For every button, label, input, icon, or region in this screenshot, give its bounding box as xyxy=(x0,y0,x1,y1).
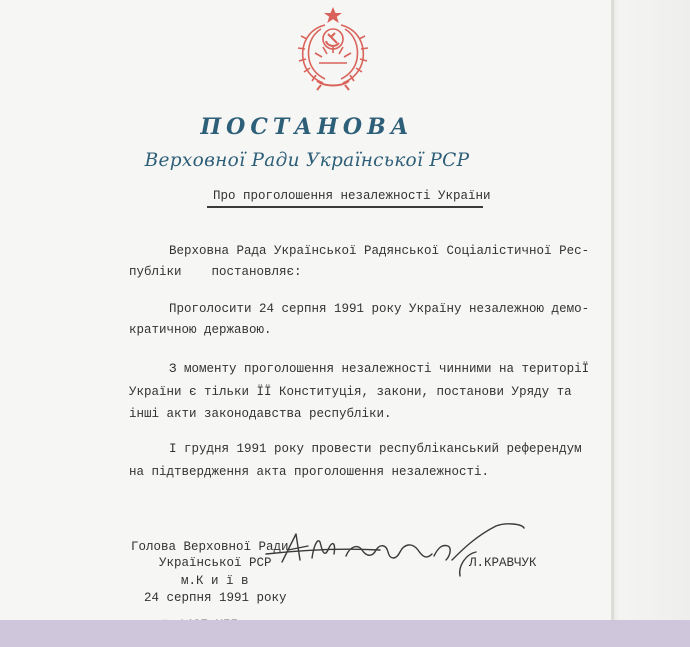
document-subtitle: Верховної Ради Української РСР xyxy=(144,150,470,171)
paragraph-1-line-1: Верховна Рада Української Радянської Соціалістичної Рес- xyxy=(169,244,590,258)
issue-place: м.К и ї в xyxy=(181,574,249,588)
paragraph-3-line-1: З моменту проголошення незалежності чинними на територіЇ xyxy=(169,362,590,376)
paragraph-2-line-2: кратичною державою. xyxy=(129,323,272,337)
issue-date: 24 серпня 1991 року xyxy=(144,591,287,605)
bottom-band xyxy=(0,620,690,647)
paragraph-4-line-1: I грудня 1991 року провести республіканський референдум xyxy=(169,442,582,456)
background-strip xyxy=(614,0,690,620)
coat-of-arms-emblem xyxy=(295,5,371,91)
signatory-name: Л.КРАВЧУК xyxy=(469,556,537,570)
paragraph-3-line-3: інші акти законодавства республіки. xyxy=(129,407,392,421)
paragraph-2-line-1: Проголосити 24 серпня 1991 року Україну незалежною демо- xyxy=(169,302,590,316)
paragraph-4-line-2: на підтвердження акта проголошення незалежності. xyxy=(129,465,490,479)
document-subject: Про проголошення незалежності України xyxy=(213,189,491,203)
paragraph-3-line-2: України є тільки ЇЇ Конституція, закони, постанови Уряду та xyxy=(129,385,572,399)
signatory-position-line-1: Голова Верховної Ради xyxy=(131,540,289,554)
signatory-position-line-2: Української РСР xyxy=(159,556,272,570)
document-title: ПОСТАНОВА xyxy=(200,114,414,140)
paragraph-1-line-2: публіки постановляє: xyxy=(129,265,302,279)
signature-icon xyxy=(262,520,532,586)
subject-underline xyxy=(207,206,483,208)
